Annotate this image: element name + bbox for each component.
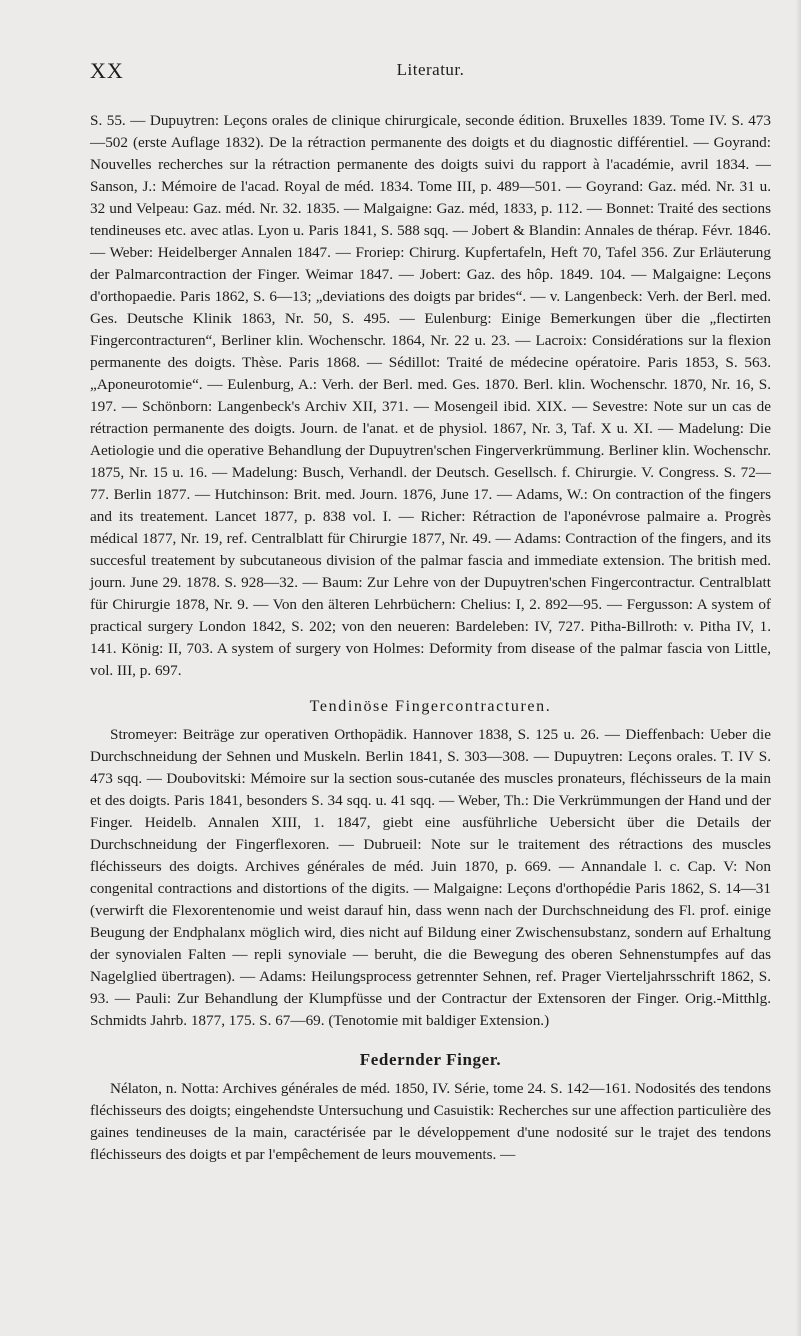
section-heading-trigger-finger: Federnder Finger. [359,1050,502,1069]
bibliography-paragraph-tendinous: Stromeyer: Beiträge zur operativen Orthopädik. Hannover 1838, S. 125 u. 26. — Dieffenbach: Ueber die Durchschneidung der Sehnen und Muskeln. Berlin 1841, S. 303—308. — Dupuytren: Leçons orales. T. IV S. 473 sqq. — Doubovitski: Mémoire sur la section sous-cutanée des muscles pronateurs, fléchisseurs de la main et des doigts. Paris 1841, besonders S. 34 sqq. u. 41 sqq. — Weber, Th.: Die Verkrümmungen der Hand und der Finger. Heidelb. Annalen XIII, 1. 1847, giebt eine ausführliche Uebersicht über die Details der Durchschneidung der Fingerflexoren. — Dubrueil: Note sur le traitement des rétractions des muscles fléchisseurs des doigts. Archives générales de méd. Juin 1870, p. 669. — Annandale l. c. Cap. V: Non congenital contractions and distortions of the digits. — Malgaigne: Leçons d'orthopédie Paris 1862, S. 14—31 (verwirft die Flexorentenomie und weist darauf hin, dass wenn nach der Durchschneidung des Fl. prof. einige Beugung der Endphalanx möglich wird, dies nicht auf Bildung einer Zwischensubstanz, sondern auf Erhaltung der synovialen Falten — repli synoviale — beruht, die die Bewegung des oberen Sehnenstumpfes auf das Nagelglied übertragen). — Adams: Heilungsprocess getrennter Sehnen, ref. Prager Vierteljahrsschrift 1862, S. 93. — Pauli: Zur Behandlung der Klumpfüsse und der Contractur der Extensoren der Finger. Orig.-Mitthlg. Schmidts Jahrb. 1877, 175. S. 67—69. (Tenotomie mit baldiger Extension.) [90,726,771,1029]
page-number: XX [90,58,124,83]
bibliography-paragraph-dupuytren-contracture: S. 55. — Dupuytren: Leçons orales de clinique chirurgicale, seconde édition. Bruxelles 1839. Tome IV. S. 473—502 (erste Auflage 1832). De la rétraction permanente des doigts et du diagnostic différentiel. — Goyrand: Nouvelles recherches sur la rétraction permanente des doigts suivi du rapport à l'académie, avril 1834. — Sanson, J.: Mémoire de l'acad. Royal de méd. 1834. Tome III, p. 489—501. — Goyrand: Gaz. méd. Nr. 31 u. 32 und Velpeau: Gaz. méd. Nr. 32. 1835. — Malgaigne: Gaz. méd, 1833, p. 112. — Bonnet: Traité des sections tendineuses etc. avec atlas. Lyon u. Paris 1841, S. 588 sqq. — Jobert & Blandin: Annales de thérap. Févr. 1846. — Weber: Heidelberger Annalen 1847. — Froriep: Chirurg. Kupfertafeln, Heft 70, Tafel 356. Zur Erläuterung der Palmarcontraction der Finger. Weimar 1847. — Jobert: Gaz. des hôp. 1849. 104. — Malgaigne: Leçons d'orthopaedie. Paris 1862, S. 6—13; „deviations des doigts par brides“. — v. Langenbeck: Verh. der Berl. med. Ges. Deutsche Klinik 1863, Nr. 50, S. 495. — Eulenburg: Einige Bemerkungen über die „flectirten Fingercontracturen“, Berliner klin. Wochenschr. 1864, Nr. 22 u. 23. — Lacroix: Considérations sur la flexion permanente des doigts. Thèse. Paris 1868. — Sédillot: Traité de médecine opératoire. Paris 1853, S. 563. „Aponeurotomie“. — Eulenburg, A.: Verh. der Berl. med. Ges. 1870. Berl. klin. Wochenschr. 1870, Nr. 16, S. 197. — Schönborn: Langenbeck's Archiv XII, 371. — Mosengeil ibid. XIX. — Sevestre: Note sur un cas de rétraction permanente des doigts. Journ. de l'anat. et de physiol. 1867, Nr. 3, Taf. X u. XI. — Madelung: Die Aetiologie und die operative Behandlung der Dupuytren'schen Fingerverkrümmung. Berliner klin. Wochenschr. 1875, Nr. 15 u. 16. — Madelung: Busch, Verhandl. der Deutsch. Gesellsch. f. Chirurgie. V. Congress. S. 72—77. Berlin 1877. — Hutchinson: Brit. med. Journ. 1876, June 17. — Adams, W.: On contraction of the fingers and its treatement. Lancet 1877, p. 838 vol. I. — Richer: Rétraction de l'aponévrose palmaire a. Progrès médical 1877, Nr. 19, ref. Centralblatt für Chirurgie 1877, Nr. 49. — Adams: Contraction of the fingers, and its succesful treatement by subcutaneous division of the palmar fascia and immediate extension. The british med. journ. June 29. 1878. S. 928—32. — Baum: Zur Lehre von der Dupuytren'schen Fingercontractur. Centralblatt für Chirurgie 1878, Nr. 9. — Von den älteren Lehrbüchern: Chelius: I, 2. 892—95. — Fergusson: A system of practical surgery London 1842, S. 202; von den neueren: Bardeleben: IV, 727. Pitha-Billroth: v. Pitha IV, 1. 141. König: II, 703. A system of surgery von Holmes: Deformity from disease of the palmar fascia von Little, vol. III, p. 697. [90,112,771,679]
page-edge-shadow [795,0,801,1336]
bibliography-paragraph-trigger-finger: Nélaton, n. Notta: Archives générales de méd. 1850, IV. Série, tome 24. S. 142—161. Nodosités des tendons fléchisseurs des doigts; eingehendste Untersuchung und Casuistik: Recherches sur une affection particulière des gaines tendineuses de la main, caractérisée par le développement d'une nodosité sur le trajet des tendons fléchisseurs des doigts et par l'empêchement de leurs mouvements. — [90,1080,771,1163]
running-title: Literatur. [396,60,465,79]
page-header [90,58,771,88]
section-heading-tendinous-contractures: Tendinöse Fingercontracturen. [309,698,552,715]
